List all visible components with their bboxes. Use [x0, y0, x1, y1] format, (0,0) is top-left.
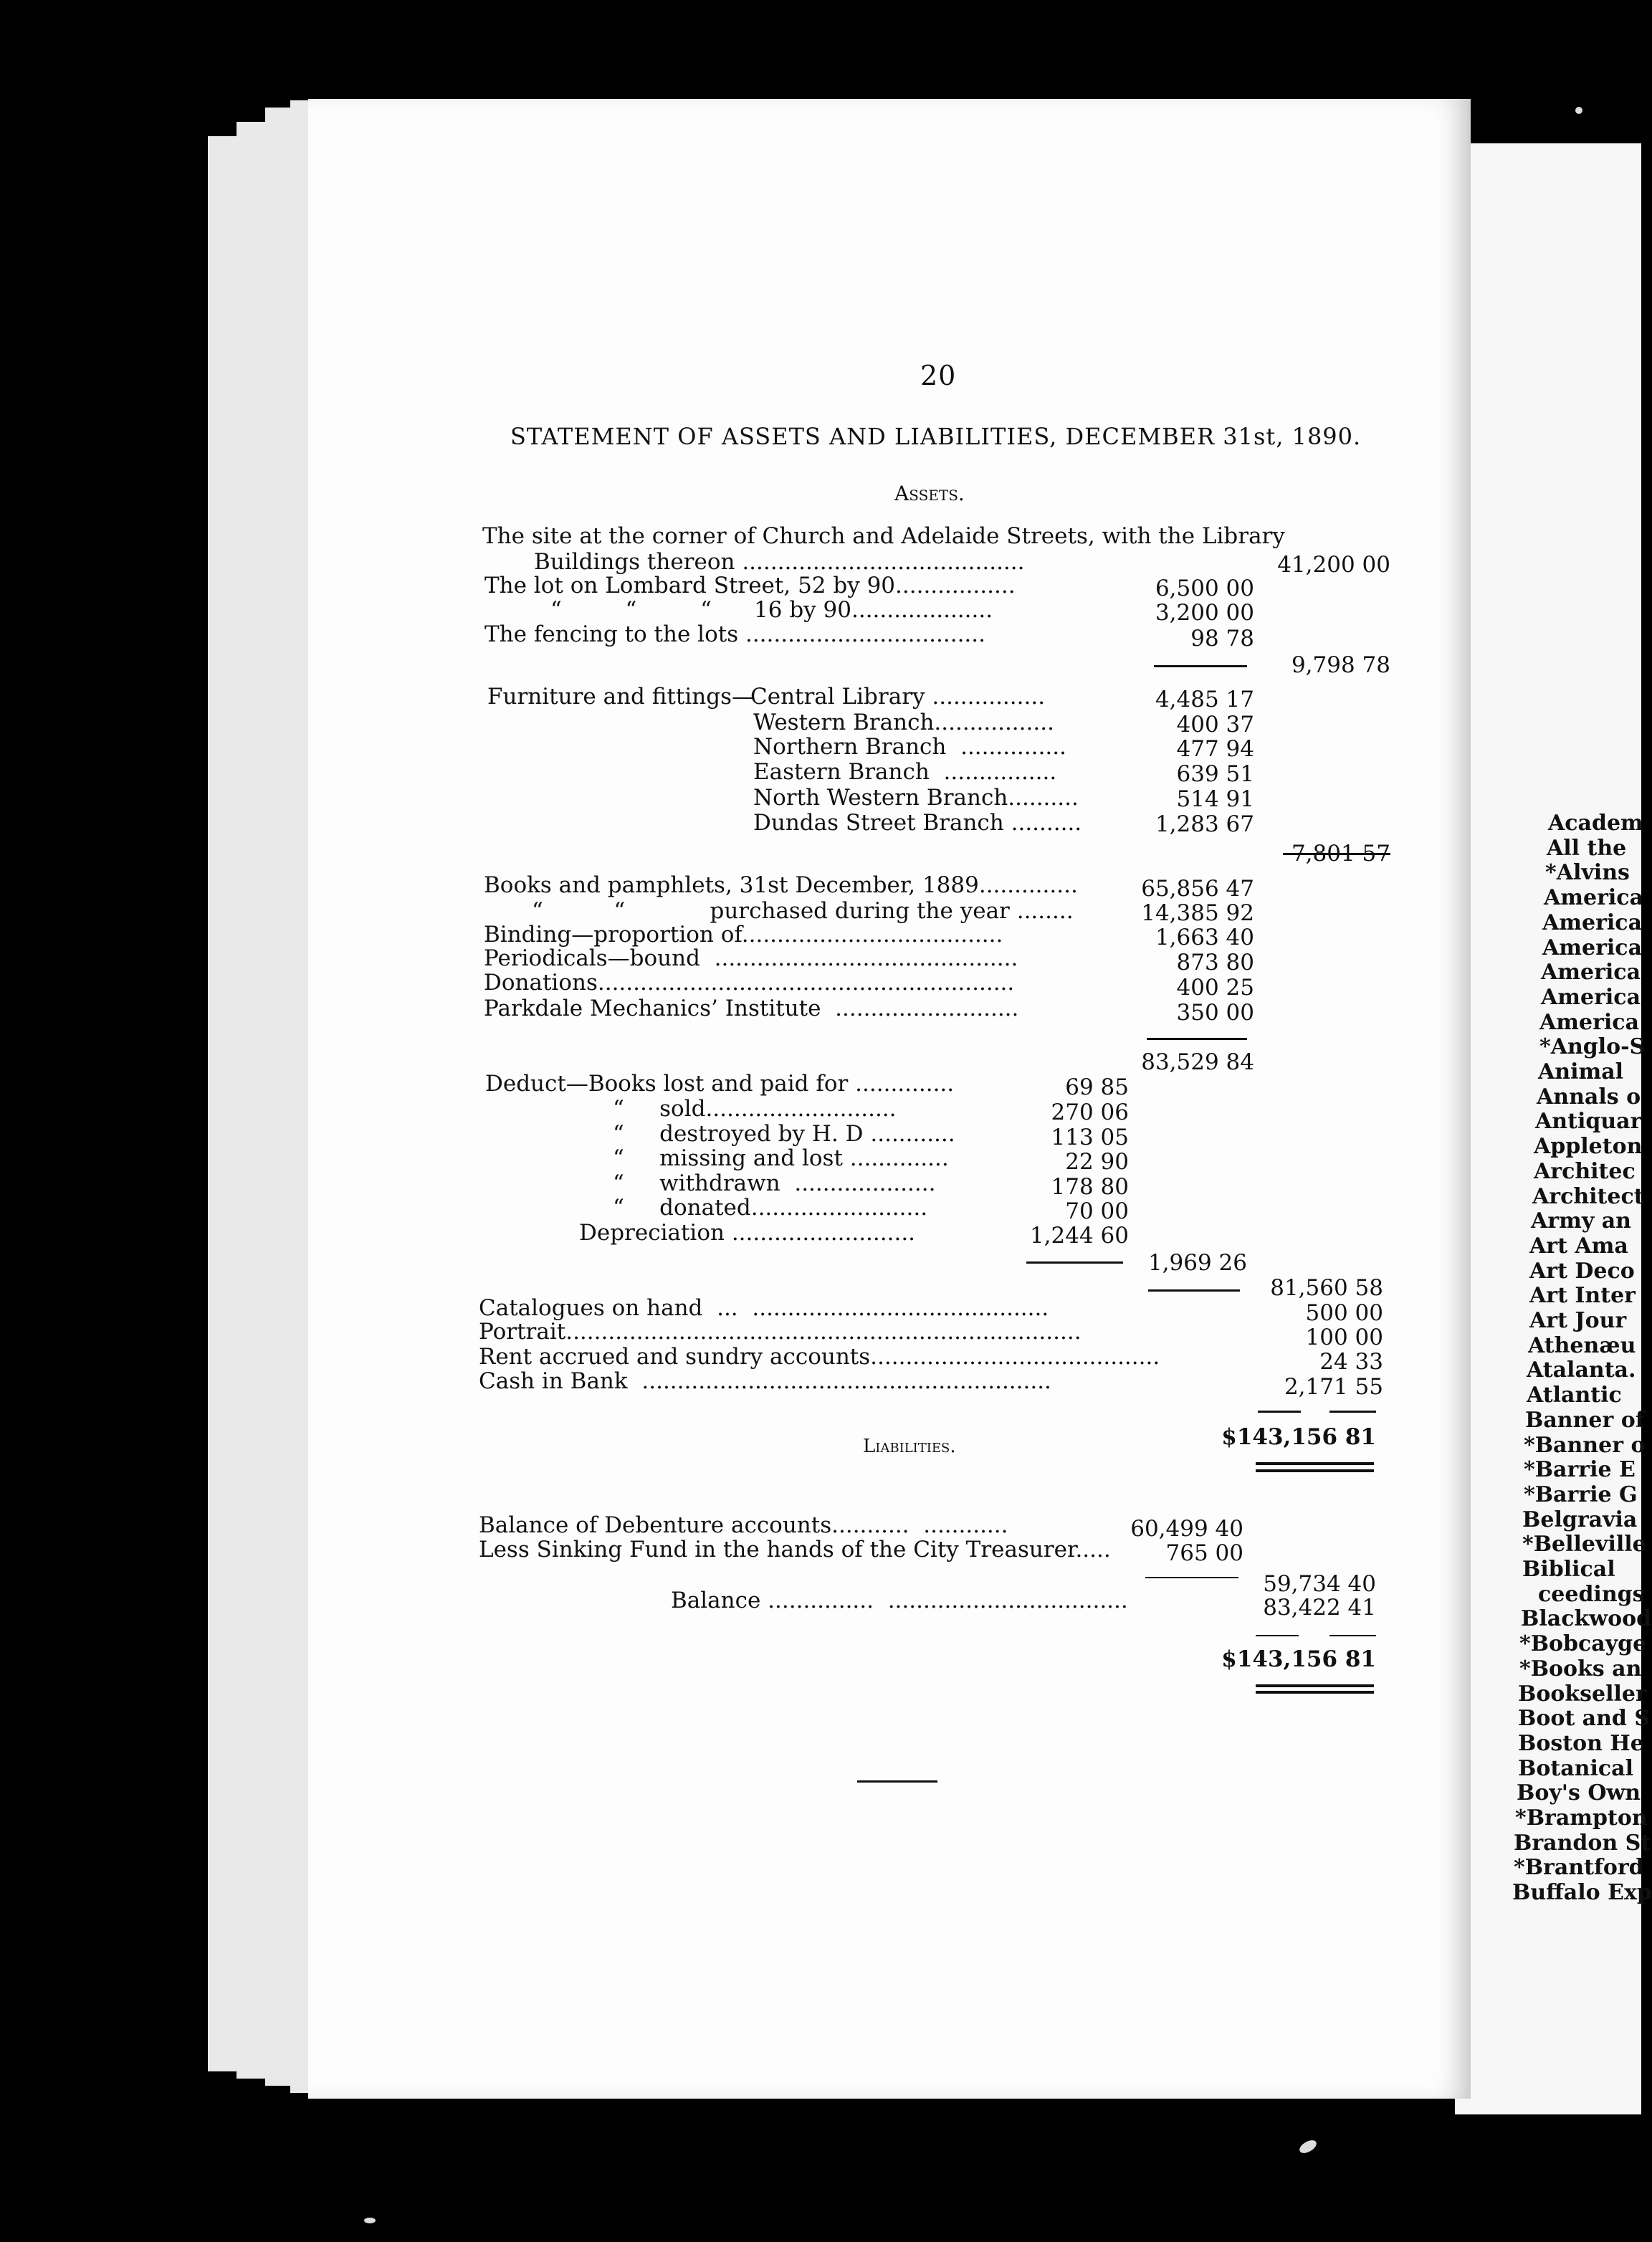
furniture-total: 7,801 57: [1291, 841, 1390, 867]
other-value: 500 00: [1305, 1300, 1383, 1326]
right-page-line: Art Ama: [1529, 1233, 1628, 1259]
rule: [1329, 1411, 1376, 1413]
site-line-1: The site at the corner of Church and Adelaide Streets, with the Library: [482, 523, 1285, 549]
lot2-value: 3,200 00: [1155, 600, 1254, 626]
right-page-line: Belgravia: [1522, 1507, 1638, 1532]
right-page-line: *Anglo-S: [1539, 1034, 1646, 1060]
right-page-line: Army an: [1531, 1208, 1631, 1234]
deduct-total: 1,969 26: [1147, 1250, 1247, 1276]
right-page-line: Athenæu: [1528, 1332, 1636, 1358]
sinking-label: Less Sinking Fund in the hands of the City Treasurer.....: [479, 1537, 1111, 1563]
furniture-item-label: Eastern Branch ................: [753, 759, 1057, 785]
right-page-line: *Belleville: [1522, 1532, 1646, 1558]
other-value: 2,171 55: [1284, 1374, 1383, 1400]
statement-title: STATEMENT OF ASSETS AND LIABILITIES, DECEMBER 31st, 1890.: [510, 423, 1362, 450]
books-item-value: 873 80: [1176, 950, 1254, 975]
page-stack-edge: [237, 122, 267, 2079]
right-page-line: *Brantford: [1514, 1855, 1644, 1881]
rule: [1148, 1289, 1240, 1292]
books-item-label: Books and pamphlets, 31st December, 1889..............: [484, 872, 1078, 898]
page-stack-edge: [208, 136, 239, 2071]
right-page-line: America: [1544, 885, 1644, 911]
other-label: Cash in Bank ..........................................................: [479, 1368, 1051, 1394]
rule: [1256, 1635, 1299, 1636]
right-page-line: Brandon St: [1514, 1830, 1651, 1856]
right-page-line: ceedings: [1538, 1581, 1645, 1607]
right-page-line: All the: [1547, 835, 1627, 861]
right-page-line: Art Inter: [1529, 1283, 1636, 1309]
rule: [1329, 1635, 1376, 1636]
right-page-line: Banner of: [1525, 1407, 1645, 1433]
deduction-label: “ missing and lost ..............: [613, 1145, 949, 1171]
deduction-value: 270 06: [1051, 1099, 1129, 1125]
other-label: Catalogues on hand ... ..........................................: [479, 1295, 1049, 1321]
other-value: 100 00: [1305, 1325, 1383, 1350]
right-page-line: Annals o: [1537, 1084, 1641, 1110]
end-rule: [857, 1780, 937, 1783]
right-page-line: Atalanta.: [1527, 1358, 1636, 1383]
double-rule: [1256, 1691, 1374, 1694]
right-page-line: Appleton: [1534, 1134, 1643, 1160]
deduction-label: “ donated.........................: [613, 1195, 928, 1221]
right-page-line: *Brampton: [1515, 1805, 1648, 1831]
rule: [1154, 665, 1247, 667]
furniture-item-value: 639 51: [1176, 761, 1254, 787]
books-item-value: 350 00: [1176, 1000, 1254, 1026]
books-net: 81,560 58: [1270, 1275, 1383, 1301]
speck: [1575, 107, 1582, 114]
right-page-line: Architect: [1532, 1183, 1644, 1209]
other-label: Portrait.........................................................................: [479, 1319, 1082, 1345]
assets-heading: Assets.: [894, 482, 965, 505]
right-page-line: Art Jour: [1529, 1308, 1627, 1333]
deduction-value: 178 80: [1051, 1174, 1129, 1200]
right-page-line: America: [1542, 935, 1643, 960]
right-page-line: Architec: [1534, 1158, 1636, 1184]
assets-grand-total: $143,156 81: [1221, 1424, 1376, 1450]
right-page-line: Academ: [1548, 811, 1643, 836]
depreciation-value: 1,244 60: [1029, 1223, 1129, 1249]
fencing-value: 98 78: [1190, 626, 1254, 652]
depreciation-label: Depreciation ..........................: [579, 1220, 916, 1246]
double-rule: [1256, 1462, 1374, 1465]
right-page-line: Antiquar: [1535, 1109, 1642, 1135]
other-label: Rent accrued and sundry accounts.........................................: [479, 1344, 1160, 1370]
lot1-label: The lot on Lombard Street, 52 by 90.................: [484, 573, 1016, 598]
lots-total: 9,798 78: [1291, 652, 1390, 678]
books-item-value: 14,385 92: [1141, 900, 1254, 926]
furniture-item-label: Central Library ................: [750, 684, 1046, 710]
right-page-line: *Books an: [1519, 1656, 1642, 1682]
deduction-label: “ sold...........................: [613, 1096, 897, 1122]
lot2-label: “ “ “ 16 by 90....................: [550, 597, 993, 623]
rule: [1147, 1038, 1247, 1040]
furniture-item-label: Northern Branch ...............: [753, 734, 1066, 760]
balance-value: 83,422 41: [1263, 1595, 1376, 1621]
right-page-line: Blackwood: [1521, 1606, 1652, 1632]
right-page-line: *Bobcayge: [1519, 1631, 1647, 1657]
rule: [1258, 1411, 1301, 1413]
right-page-line: *Barrie G: [1524, 1482, 1638, 1507]
right-page-line: Atlantic: [1527, 1383, 1622, 1408]
books-item-label: “ “ purchased during the year ........: [532, 898, 1074, 924]
furniture-item-label: Dundas Street Branch ..........: [753, 810, 1082, 836]
sinking-value: 765 00: [1165, 1540, 1243, 1566]
rule: [1145, 1577, 1238, 1578]
right-page-line: *Banner o: [1524, 1432, 1646, 1458]
speck: [1297, 2137, 1319, 2155]
right-page-line: America: [1541, 984, 1641, 1010]
books-item-value: 65,856 47: [1141, 876, 1254, 902]
right-page-line: Biblical: [1522, 1557, 1615, 1582]
other-value: 24 33: [1319, 1349, 1383, 1375]
balance-label: Balance ............... ..................................: [671, 1588, 1128, 1613]
right-page-line: Animal: [1538, 1059, 1624, 1084]
books-item-label: Periodicals—bound ...........................................: [484, 945, 1018, 971]
furniture-item-value: 4,485 17: [1155, 687, 1254, 712]
deduct-first-value: 69 85: [1065, 1074, 1129, 1100]
deduction-value: 113 05: [1051, 1125, 1129, 1150]
books-item-value: 400 25: [1176, 975, 1254, 1001]
double-rule: [1256, 1684, 1374, 1687]
right-page-line: Boston He: [1518, 1730, 1644, 1756]
liabilities-grand-total: $143,156 81: [1221, 1646, 1376, 1672]
speck: [364, 2218, 376, 2223]
double-rule: [1256, 1469, 1374, 1472]
right-page-line: America: [1539, 1009, 1640, 1035]
deduct-label: Deduct—Books lost and paid for ..............: [485, 1071, 955, 1097]
books-item-label: Parkdale Mechanics’ Institute ..........................: [484, 996, 1019, 1021]
right-page-line: Boy's Own: [1517, 1780, 1641, 1806]
deduction-value: 22 90: [1065, 1149, 1129, 1175]
right-page-line: Bookseller: [1518, 1681, 1647, 1707]
deduction-label: “ destroyed by H. D ............: [613, 1121, 955, 1147]
furniture-item-label: North Western Branch..........: [753, 785, 1079, 811]
net-liability: 59,734 40: [1263, 1571, 1376, 1597]
rule: [1026, 1261, 1123, 1264]
debenture-value: 60,499 40: [1130, 1516, 1243, 1542]
debenture-label: Balance of Debenture accounts........... ............: [479, 1512, 1008, 1538]
furniture-item-value: 1,283 67: [1155, 811, 1254, 837]
furniture-label: Furniture and fittings—: [487, 684, 754, 710]
right-page-line: America: [1541, 960, 1641, 986]
right-page-line: Botanical: [1518, 1755, 1633, 1781]
lot1-value: 6,500 00: [1155, 576, 1254, 601]
furniture-item-value: 514 91: [1176, 786, 1254, 812]
liabilities-heading: Liabilities.: [863, 1436, 956, 1457]
books-subtotal: 83,529 84: [1141, 1049, 1254, 1075]
right-page-line: Art Deco: [1529, 1258, 1635, 1284]
deduction-label: “ withdrawn ....................: [613, 1170, 936, 1196]
right-page-line: America: [1542, 910, 1643, 935]
right-page-line: Buffalo Exp: [1512, 1880, 1652, 1906]
furniture-item-label: Western Branch.................: [753, 710, 1054, 735]
books-item-label: Binding—proportion of.....................................: [484, 922, 1003, 948]
furniture-item-value: 477 94: [1176, 736, 1254, 762]
site-total: 41,200 00: [1277, 552, 1390, 578]
right-page-line: *Alvins: [1545, 860, 1630, 886]
deduction-value: 70 00: [1065, 1198, 1129, 1224]
site-line-2: Buildings thereon ........................................: [534, 549, 1025, 575]
books-item-label: Donations...........................................................: [484, 970, 1015, 996]
furniture-item-value: 400 37: [1176, 712, 1254, 738]
right-page-line: Boot and S: [1518, 1706, 1651, 1732]
page-number: 20: [920, 360, 957, 391]
right-page-line: *Barrie E: [1524, 1457, 1636, 1483]
fencing-label: The fencing to the lots ..................................: [484, 621, 985, 647]
books-item-value: 1,663 40: [1155, 925, 1254, 950]
